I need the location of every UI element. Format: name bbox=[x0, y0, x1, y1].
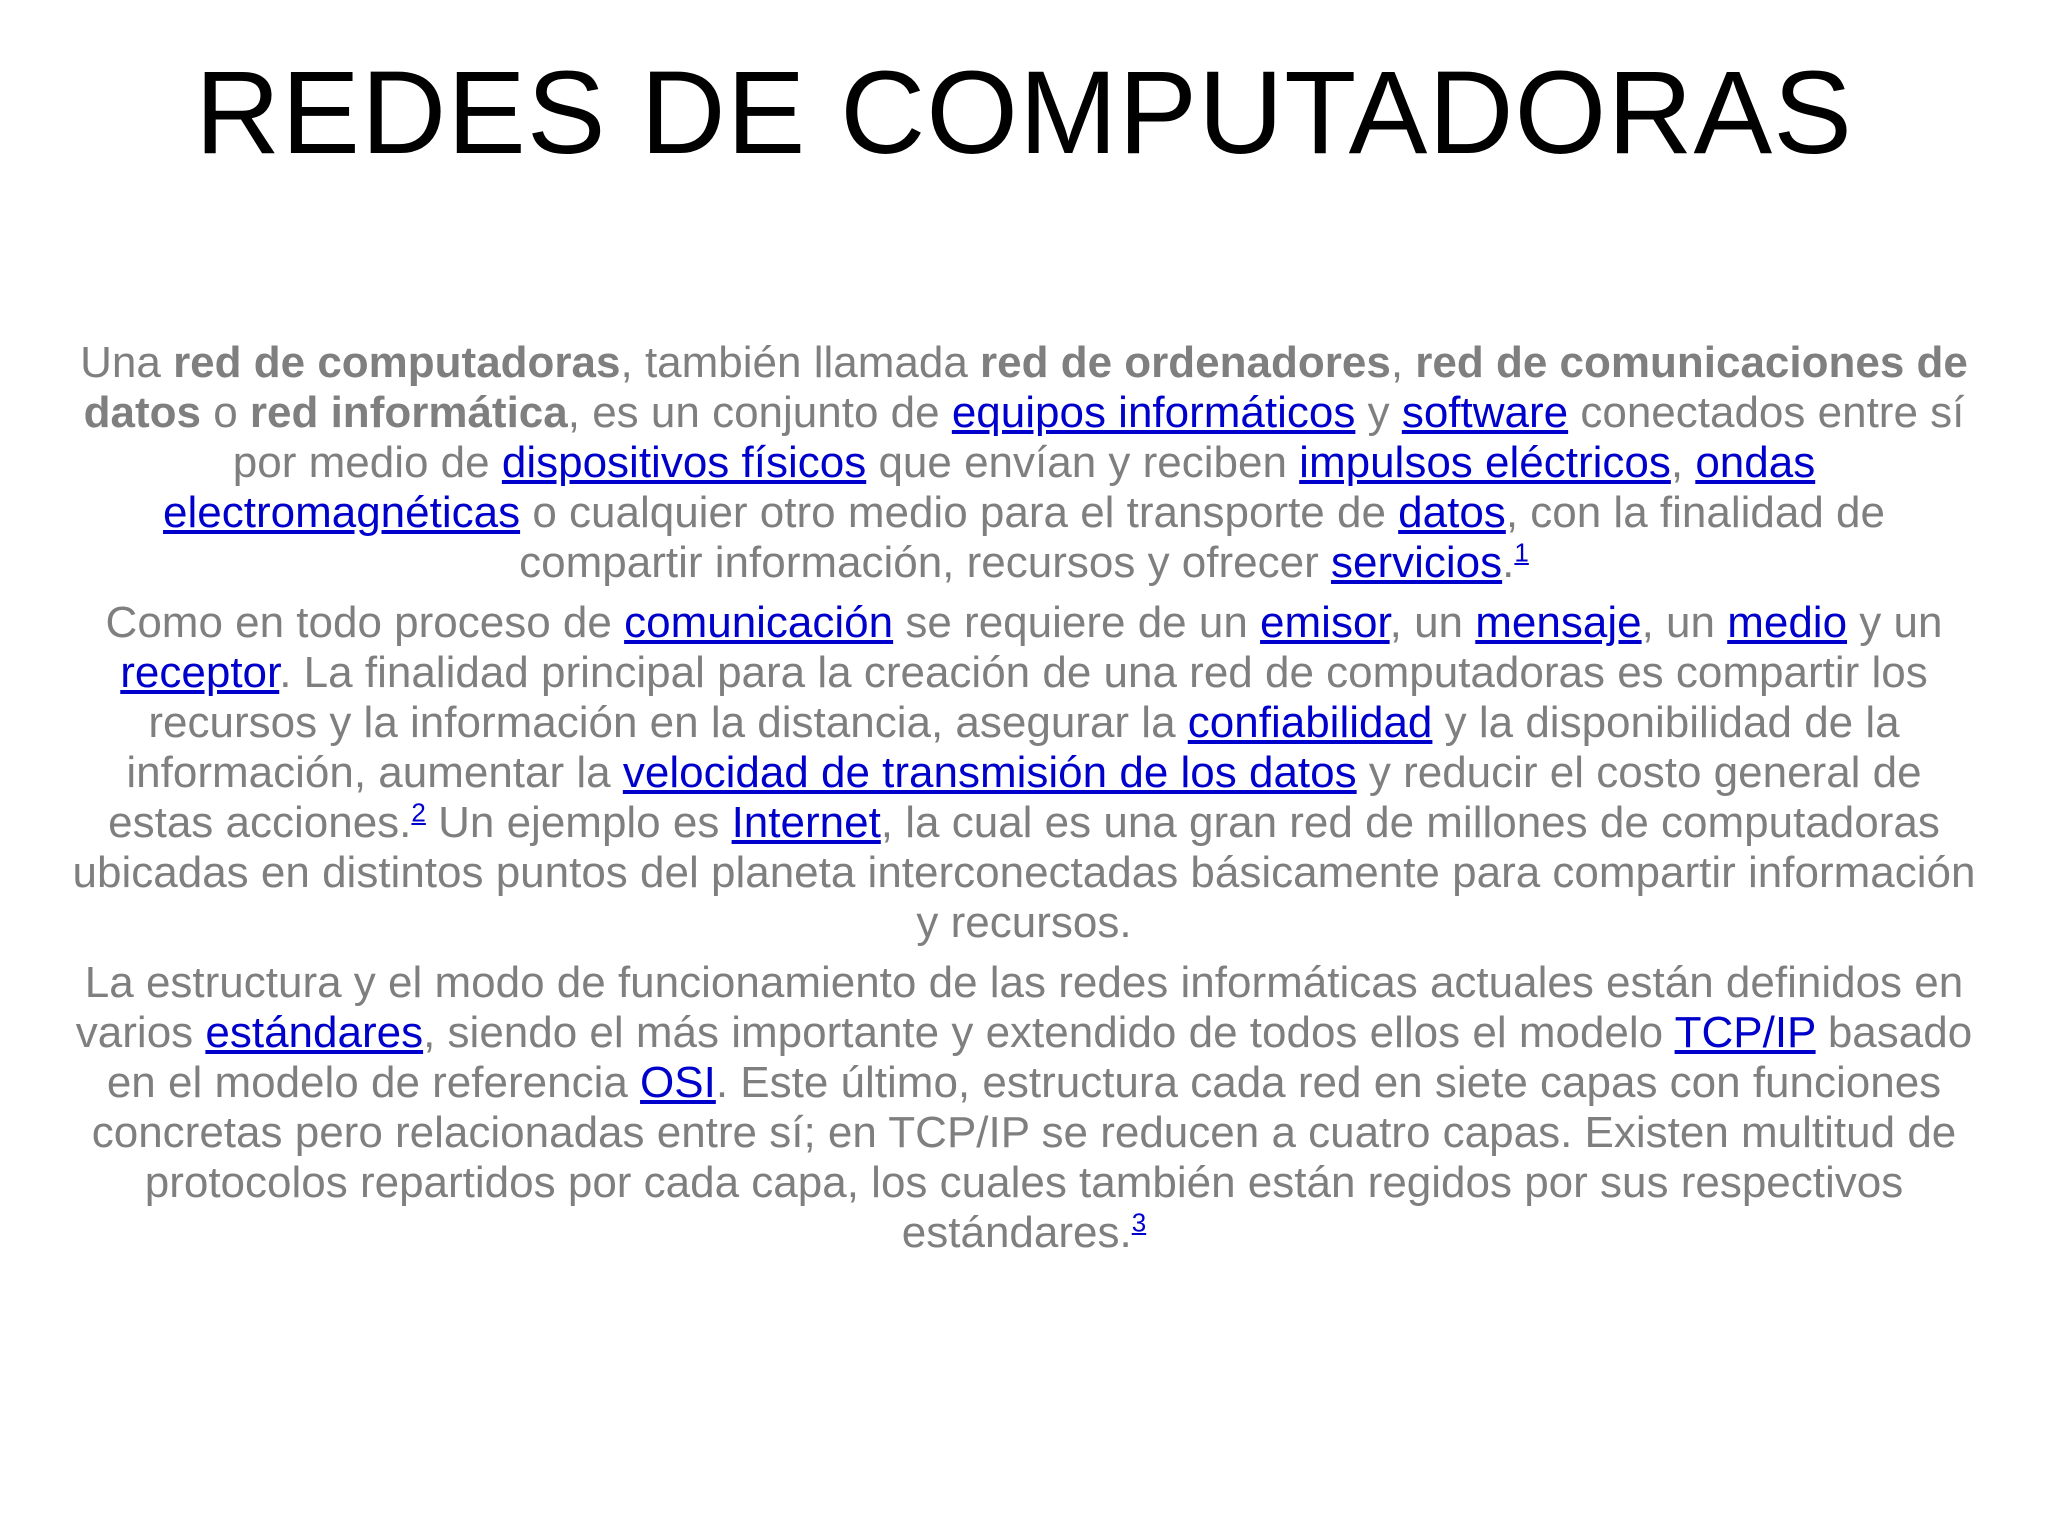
text-run: Como en todo proceso de bbox=[105, 598, 625, 647]
hyperlink[interactable]: dispositivos físicos bbox=[501, 438, 867, 487]
text-run: , también llamada bbox=[620, 338, 981, 387]
body-paragraph bbox=[72, 958, 1976, 1258]
text-run: se requiere de un bbox=[893, 598, 1261, 647]
hyperlink[interactable]: OSI bbox=[640, 1058, 716, 1107]
text-run: , la cual es una gran red de millones de computadoras ubicadas en distintos puntos del planeta interconectadas básicamente para compartir información y recursos. bbox=[72, 798, 1976, 947]
text-run: , con la finalidad de compartir información, recursos y ofrecer bbox=[519, 488, 1885, 587]
text-run: , es un conjunto de bbox=[567, 388, 952, 437]
text-run: y la disponibilidad de la información, aumentar la bbox=[126, 698, 1900, 797]
hyperlink[interactable]: Internet bbox=[731, 798, 881, 847]
text-run: y reducir el costo general de estas acciones. bbox=[108, 748, 1922, 847]
footnote-ref bbox=[1514, 537, 1528, 567]
hyperlink[interactable]: receptor bbox=[120, 648, 280, 697]
text-run: . Este último, estructura cada red en siete capas con funciones concretas pero relacionadas entre sí; en TCP/IP se reducen a cuatro capas. Existen multitud de protocolos repartidos por cada capa, los cuales también están regidos por sus respectivos estándares. bbox=[91, 1058, 1957, 1257]
hyperlink[interactable]: TCP/IP bbox=[1674, 1008, 1816, 1057]
text-run: y un bbox=[1847, 598, 1943, 647]
footnote-link[interactable]: 3 bbox=[1131, 1207, 1147, 1238]
hyperlink[interactable]: servicios bbox=[1330, 538, 1503, 587]
text-run: La estructura y el modo de funcionamiento de las redes informáticas actuales están definidos en varios bbox=[75, 958, 1964, 1057]
text-run: o bbox=[200, 388, 250, 437]
body-paragraph bbox=[72, 338, 1976, 588]
slide-body bbox=[72, 338, 1976, 1268]
body-paragraph bbox=[72, 598, 1976, 948]
hyperlink[interactable]: confiabilidad bbox=[1187, 698, 1433, 747]
footnote-link[interactable]: 2 bbox=[411, 797, 426, 828]
footnote-ref bbox=[411, 797, 425, 827]
hyperlink[interactable]: medio bbox=[1727, 598, 1848, 647]
hyperlink[interactable]: velocidad de transmisión de los datos bbox=[622, 748, 1357, 797]
hyperlink[interactable]: estándares bbox=[205, 1008, 424, 1057]
text-run: y bbox=[1355, 388, 1402, 437]
text-run: basado en el modelo de referencia bbox=[106, 1008, 1973, 1107]
bold-term: red de computadoras bbox=[173, 338, 621, 387]
text-run: o cualquier otro medio para el transporte de bbox=[520, 488, 1399, 537]
bold-term: red informática bbox=[249, 388, 568, 437]
text-run: , bbox=[1390, 338, 1416, 387]
text-run: , un bbox=[1389, 598, 1476, 647]
text-run: , siendo el más importante y extendido de todos ellos el modelo bbox=[423, 1008, 1675, 1057]
text-run: , bbox=[1670, 438, 1696, 487]
text-run: . bbox=[1502, 538, 1515, 587]
slide-title: REDES DE COMPUTADORAS bbox=[195, 47, 1853, 179]
text-run: Una bbox=[80, 338, 174, 387]
text-run: , un bbox=[1641, 598, 1728, 647]
bold-term: red de ordenadores bbox=[980, 338, 1391, 387]
bold-term: red de comunicaciones de datos bbox=[83, 338, 1968, 437]
hyperlink[interactable]: comunicación bbox=[624, 598, 894, 647]
hyperlink[interactable]: ondas electromagnéticas bbox=[163, 438, 1816, 537]
hyperlink[interactable]: equipos informáticos bbox=[951, 388, 1356, 437]
hyperlink[interactable]: impulsos eléctricos bbox=[1299, 438, 1671, 487]
hyperlink[interactable]: emisor bbox=[1260, 598, 1390, 647]
hyperlink[interactable]: software bbox=[1401, 388, 1569, 437]
hyperlink[interactable]: datos bbox=[1398, 488, 1506, 537]
text-run: conectados entre sí por medio de bbox=[232, 388, 1965, 487]
hyperlink[interactable]: mensaje bbox=[1475, 598, 1642, 647]
text-run: que envían y reciben bbox=[866, 438, 1300, 487]
text-run: Un ejemplo es bbox=[425, 798, 732, 847]
footnote-link[interactable]: 1 bbox=[1514, 537, 1529, 568]
text-run: . La finalidad principal para la creación de una red de computadoras es compartir los recursos y la información en la distancia, asegurar la bbox=[148, 648, 1928, 747]
footnote-ref bbox=[1132, 1207, 1146, 1237]
